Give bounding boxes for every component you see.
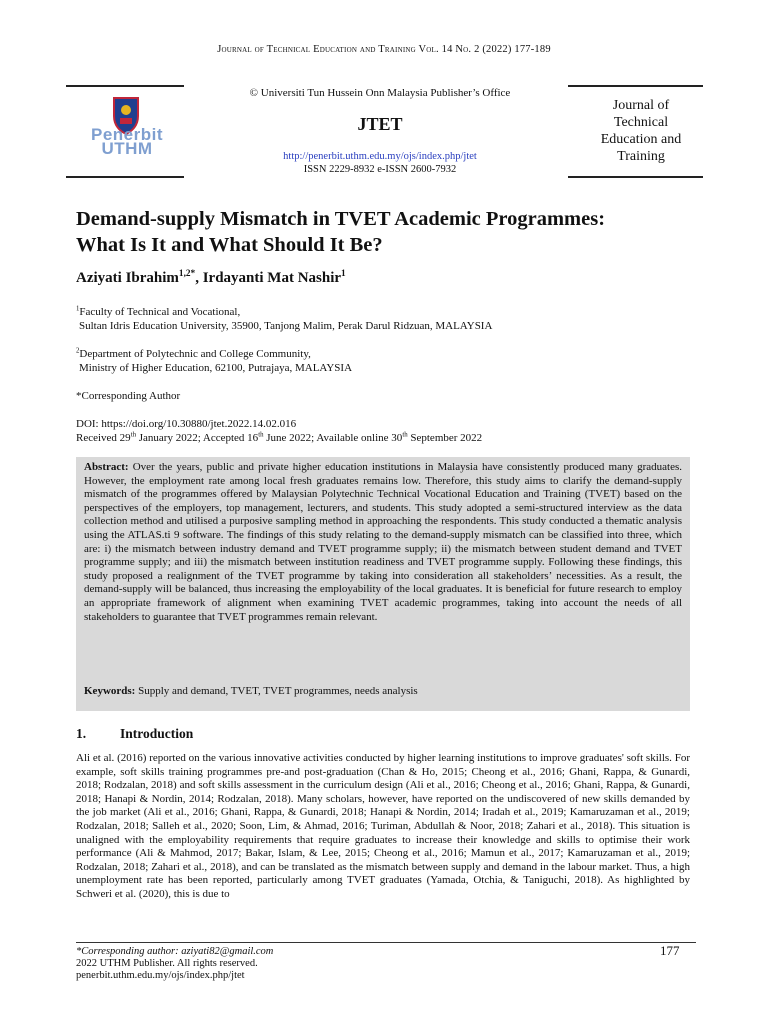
date-text: January 2022; Accepted 16	[136, 432, 259, 444]
affiliation-line: Ministry of Higher Education, 62100, Putrajaya, MALAYSIA	[79, 362, 353, 374]
running-head: Journal of Technical Education and Training Vol. 14 No. 2 (2022) 177-189	[217, 44, 551, 55]
header-rule-right-bottom	[568, 176, 703, 178]
abstract-text	[84, 461, 682, 624]
journal-name	[582, 97, 700, 165]
header-rule-right	[568, 85, 703, 87]
footer-rights: 2022 UTHM Publisher. All rights reserved.	[76, 958, 258, 969]
section-heading	[76, 726, 193, 742]
header-rule-left	[66, 85, 184, 87]
author-affiliation-mark: 1	[341, 269, 346, 279]
keywords	[84, 685, 682, 697]
page-number: 177	[660, 943, 680, 958]
keywords-list: Supply and demand, TVET, TVET programmes, needs analysis	[135, 685, 418, 697]
abstract-body: Over the years, public and private higher education institutions in Malaysia have consistently produced many graduates. However, the employment rate among local fresh graduates remains low. Therefore, this study aims to clarify the demand-supply mismatch of the programmes offered by Malaysian Polytechnic Technical Vocational Education and Training (TVET) based on the perspectives of the employers, top management, lecturers, and students. This study adopted a semi-structured interview as the data collection method and utilised a purposive sampling method in approaching the respondents. This study conducted a thematic analysis using the ATLAS.ti 9 software. The findings of this study relating to the demand-supply mismatch can be classified into three, which are: i) the mismatch between industry demand and TVET programme supply; ii) the mismatch between student demand and TVET programme supply; and iii) the mismatch between institution readiness and TVET programme supply. Following these findings, this study proposed a realignment of the TVET programme by taking into consideration all stakeholders’ necessities. As a result, the demand-supply will be balanced, thus increasing the employability of the local graduates. It is beneficial for future research to employ an appropriate framework of alignment when examining TVET academic programmes, taking into account the needs of all stakeholders to guarantee that TVET programmes remain relevant.	[84, 461, 682, 623]
author-affiliation-mark: 1,2*	[178, 269, 196, 279]
journal-name-line: Journal of	[612, 98, 670, 113]
footer-rule	[76, 942, 696, 943]
section-title: Introduction	[120, 726, 194, 741]
affiliation-mark: 1	[76, 305, 80, 313]
section-body: Ali et al. (2016) reported on the various innovative activities conducted by higher learning institutions to improve graduates' soft skills. For example, soft skills training programmes pre-and post-graduation (Chan & Ho, 2015; Cheong et al., 2016; Ghani, Rappa, & Gunardi, 2018; Rodzalan, 2018) and soft skills assessment in the curriculum design (Ali et al., 2016; Cheong et al., 2016; Ghani, Rappa, & Gunardi, 2018; Hanapi & Nordin, 2014; Rodzalan, 2018). Many scholars, however, have reported on the undiscovered of new skills demanded by the job market (Ali et al., 2016; Ghani, Rappa, & Gunardi, 2018; Hanapi & Nordin, 2014; Iradah et al., 2019; Kamaruzaman et al., 2019; Rodzalan, 2018; Salleh et al., 2020; Soon, Lim, & Ahmad, 2016; Turiman, Abdullah & Noor, 2018; Zahari et al., 2018). This situation is unaligned with the employability requirements that require graduates to increase their knowledge and skills to optimise their work performance (Ali & Mahmod, 2017; Bakar, Islam, & Lee, 2015; Cheong et al., 2016; Mamun et al., 2017; Kamaruzaman et al., 2019; Rodzalan, 2018; Zahari et al., 2018), and can be translated as the mismatch between supply and demand in the labour market. Thus, a high unemployment rate has been reported, particularly among TVET graduates (Yamada, Otchia, & Taniguchi, 2018). As highlighted by Schweri et al. (2020), this is due to	[76, 752, 690, 900]
abstract-label: Abstract:	[84, 461, 129, 473]
doi-link[interactable]: DOI: https://doi.org/10.30880/jtet.2022.14.02.016	[76, 418, 297, 430]
article-dates	[76, 431, 706, 445]
keywords-label: Keywords:	[84, 685, 136, 697]
journal-acronym: JTET	[357, 114, 403, 134]
header-rule-left-bottom	[66, 176, 184, 178]
title-line: Demand-supply Mismatch in TVET Academic Programmes:	[76, 208, 606, 230]
copyright: © Universiti Tun Hussein Onn Malaysia Publisher’s Office	[249, 87, 511, 99]
abstract-box	[76, 457, 690, 711]
journal-name-line: Training	[617, 149, 665, 164]
affiliation-line: Department of Polytechnic and College Community,	[79, 348, 311, 360]
logo-text-line1: Penerbit	[90, 125, 164, 144]
date-suffix: th	[130, 431, 136, 439]
affiliation	[76, 305, 706, 333]
authors	[76, 270, 346, 287]
date-suffix: th	[402, 431, 408, 439]
journal-name-line: Education and	[600, 132, 682, 147]
author-separator: ,	[195, 270, 203, 286]
footer-corresponding: *Corresponding author: aziyati82@gmail.com	[76, 946, 274, 957]
author-name: Irdayanti Mat Nashir	[202, 270, 342, 286]
corresponding-note: *Corresponding Author	[76, 390, 181, 402]
affiliation-line: Sultan Idris Education University, 35900, Tanjong Malim, Perak Darul Ridzuan, MALAYSIA	[79, 320, 493, 332]
footer	[76, 946, 273, 982]
logo-text-line2: UTHM	[101, 139, 153, 158]
date-text: September 2022	[407, 432, 483, 444]
date-text: June 2022; Available online 30	[263, 432, 403, 444]
paper-title	[76, 206, 706, 258]
affiliation-mark: 2	[76, 347, 80, 355]
journal-name-line: Technical	[613, 115, 669, 130]
footer-site-link[interactable]: penerbit.uthm.edu.my/ojs/index.php/jtet	[76, 970, 245, 981]
author-name: Aziyati Ibrahim	[76, 270, 179, 286]
publisher-logo	[76, 96, 176, 166]
date-text: Received 29	[76, 432, 131, 444]
section-number: 1.	[76, 726, 87, 741]
title-line: What Is It and What Should It Be?	[76, 234, 383, 256]
affiliation-line: Faculty of Technical and Vocational,	[79, 306, 241, 318]
journal-url-link[interactable]: http://penerbit.uthm.edu.my/ojs/index.php/jtet	[283, 151, 477, 162]
issn: ISSN 2229-8932 e-ISSN 2600-7932	[303, 164, 457, 175]
date-suffix: th	[258, 431, 264, 439]
affiliation	[76, 347, 706, 375]
